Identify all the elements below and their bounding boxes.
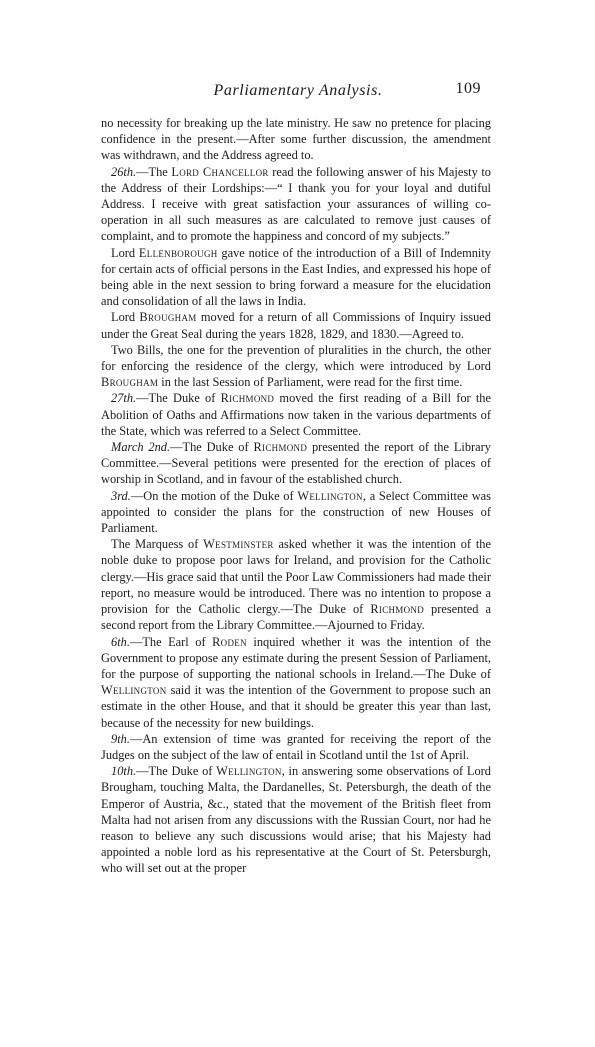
text-run: , in answering some observations of Lord Brougham, touching Malta, the Dardanelles, St. Petersburgh, the death of the Emperor of Austria, &c., stated that the movement of the British fleet from Malta had not arisen from any discussions with the Russian Court, nor had he reason to believe any such discussions would arise; that his Majesty had appointed a noble lord as his representative at the Court of St. Petersburgh, who will set out at the proper xyxy=(101,764,491,876)
paragraph xyxy=(101,763,491,876)
text-run: asked whether it was the intention of the noble duke to propose poor laws for Ireland, and provision for the Catholic clergy.—His grace said that until the Poor Law Commissioners had made their report, no measure would be introduced. There was no intention to propose a provision for the Catholic clergy.—The Duke of xyxy=(101,537,491,617)
text-run: gave notice of the introduction of a Bill of Indemnity for certain acts of official persons in the East Indies, and expressed his hope of being able in the next session to bring forward a measure for the elucidation and consolidation of all the laws in India. xyxy=(101,245,491,309)
running-title: Parliamentary Analysis. xyxy=(213,82,383,99)
paragraph xyxy=(101,390,491,439)
text-run: in the last Session of Parliament, were read for the first time. xyxy=(158,375,463,390)
text-run: —On the motion of the Duke of xyxy=(130,488,298,503)
name-small-caps: Wellington xyxy=(216,764,282,779)
date-label: 9th. xyxy=(111,731,130,746)
text-run: no necessity for breaking up the late ministry. He saw no pretence for placing confidence in the present.—After some further discussion, the amendment was withdrawn, and the Address agreed to. xyxy=(101,116,491,163)
paragraph xyxy=(101,342,491,391)
text-run: said it was the intention of the Government to propose such an estimate in the other House, and that it should be greater this year than last, because of the necessity for new buildings. xyxy=(101,683,491,730)
name-small-caps: Wellington xyxy=(297,488,363,503)
name-small-caps: Richmond xyxy=(370,602,424,617)
text-run: —The Duke of xyxy=(170,440,254,455)
paragraph xyxy=(101,731,491,763)
text-run: —An extension of time was granted for receiving the report of the Judges on the subject of the law of entail in Scotland until the 1st of April. xyxy=(101,731,491,762)
date-label: 10th. xyxy=(111,764,137,779)
name-small-caps: Roden xyxy=(212,634,247,649)
text-run: —The xyxy=(136,164,172,179)
paragraph xyxy=(101,245,491,310)
date-label: 27th. xyxy=(111,391,137,406)
text-run: The Marquess of xyxy=(111,537,204,552)
name-small-caps: Wellington xyxy=(101,683,167,698)
date-label: 26th. xyxy=(111,164,137,179)
text-run: read the following answer of his Majesty to the Address of their Lordships:—“ I thank you for your loyal and dutiful Address. I receive with great satisfaction your assurances of willing co-operation in all such measures as are calculated to remove just causes of complaint, and to promote the happiness and concord of my subjects.” xyxy=(101,164,491,244)
text-run: , a Select Committee was appointed to consider the plans for the construction of new Houses of Parliament. xyxy=(101,488,491,536)
text-run: moved the first reading of a Bill for the Abolition of Oaths and Affirmations now taken in the various departments of the State, which was referred to a Select Committee. xyxy=(101,391,491,438)
name-small-caps: Brougham xyxy=(139,310,197,325)
paragraph xyxy=(101,309,491,341)
text-run: inquired whether it was the intention of the Government to propose any estimate during the present Session of Parliament, for the purpose of supporting the national schools in Ireland.—The Duke of xyxy=(101,634,491,681)
paragraph xyxy=(101,634,491,731)
paragraph xyxy=(101,488,491,537)
paragraph xyxy=(101,115,491,164)
paragraph xyxy=(101,536,491,633)
text-run: —The Earl of xyxy=(129,634,213,649)
name-small-caps: Richmond xyxy=(253,440,308,455)
paragraph xyxy=(101,164,491,245)
text-run: —The Duke of xyxy=(136,391,221,406)
name-small-caps: Lord Chancellor xyxy=(171,164,269,179)
text-run: —The Duke of xyxy=(136,764,217,779)
text-run: Lord xyxy=(111,245,139,260)
name-small-caps: Ellenborough xyxy=(138,245,218,260)
text-run: presented a second report from the Library Committee.—Ajourned to Friday. xyxy=(101,602,492,633)
name-small-caps: Brougham xyxy=(101,375,159,390)
name-small-caps: Richmond xyxy=(220,391,275,406)
paragraph xyxy=(101,439,491,488)
date-label: 6th. xyxy=(111,634,130,649)
body-text xyxy=(101,115,491,877)
text-run: presented the report of the Library Committee.—Several petitions were presented for the erection of places of worship in Scotland, and in favour of the established church. xyxy=(101,440,491,487)
text-run: Lord xyxy=(111,310,140,325)
date-label: March 2nd. xyxy=(111,440,171,455)
page-number: 109 xyxy=(455,80,481,97)
text-run: Two Bills, the one for the prevention of pluralities in the church, the other for enforcing the residence of the clergy, which were introduced by Lord xyxy=(101,342,491,374)
name-small-caps: Westminster xyxy=(203,537,274,552)
date-label: 3rd. xyxy=(111,488,131,503)
text-run: moved for a return of all Commissions of Inquiry issued under the Great Seal during the years 1828, 1829, and 1830.—Agreed to. xyxy=(101,310,491,341)
